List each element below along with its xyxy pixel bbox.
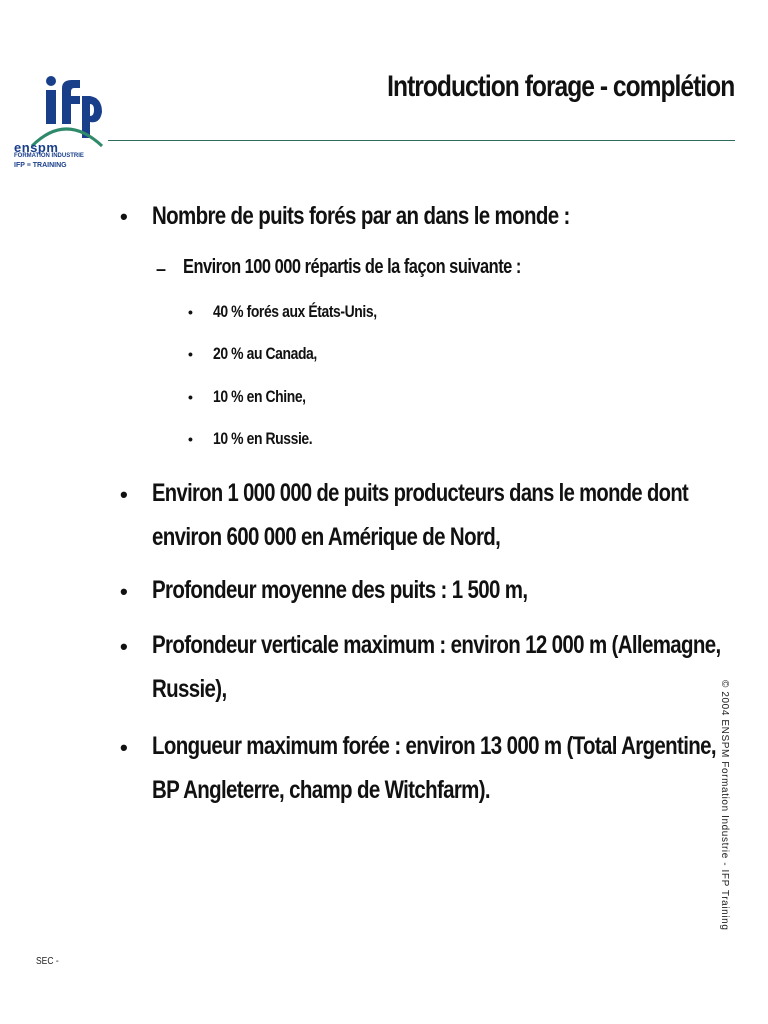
list-item-line: Russie), (152, 675, 227, 703)
bullet-icon: • (120, 735, 128, 760)
list-item-line: Environ 1 000 000 de puits producteurs dans le monde dont (152, 479, 689, 507)
list-item-line: Longueur maximum forée : environ 13 000 m (Total Argentine, (152, 732, 716, 760)
list-item-line: BP Angleterre, champ de Witchfarm). (152, 776, 490, 804)
footer-text: SEC - (36, 956, 59, 967)
bullet-icon: • (120, 482, 128, 507)
bullet-icon: • (120, 579, 128, 604)
copyright-notice: © 2004 ENSPM Formation Industrie - IFP Training (719, 680, 730, 931)
small-bullet-icon: • (188, 389, 193, 405)
list-item-line: Profondeur verticale maximum : environ 12 000 m (Allemagne, (152, 631, 721, 659)
dash-icon: – (156, 259, 167, 279)
small-bullet-icon: • (188, 304, 193, 320)
sub-sub-list-item: 20 % au Canada, (213, 344, 317, 363)
bullet-icon: • (120, 634, 128, 659)
sub-sub-list-item: 10 % en Chine, (213, 387, 306, 406)
sub-sub-list-item: 10 % en Russie. (213, 429, 313, 448)
list-item-line: environ 600 000 en Amérique de Nord, (152, 523, 501, 551)
logo-line1: FORMATION INDUSTRIE (14, 153, 84, 159)
small-bullet-icon: • (188, 346, 193, 362)
logo-name: enspm (14, 140, 59, 155)
list-item-line: Profondeur moyenne des puits : 1 500 m, (152, 576, 528, 604)
small-bullet-icon: • (188, 431, 193, 447)
sub-list-item: Environ 100 000 répartis de la façon suivante : (183, 256, 521, 278)
list-item: Nombre de puits forés par an dans le monde : (152, 202, 570, 230)
sub-sub-list-item: 40 % forés aux États-Unis, (213, 302, 377, 321)
bullet-icon: • (120, 204, 128, 229)
title-divider (108, 140, 735, 141)
logo-line2: IFP ≡ TRAINING (14, 162, 67, 169)
page-title: Introduction forage - complétion (386, 70, 734, 103)
